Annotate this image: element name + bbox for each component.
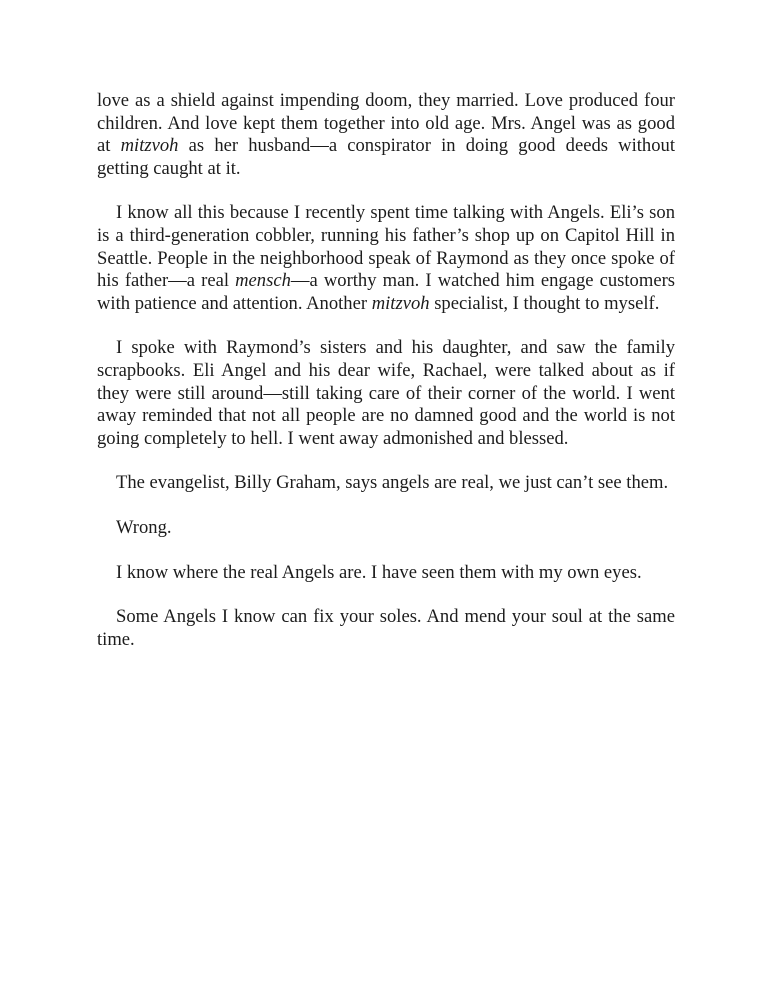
paragraph-4 [97, 472, 675, 495]
paragraph-1 [97, 90, 675, 180]
paragraph-7-text: Some Angels I know can fix your soles. And mend your soul at the same time. [97, 606, 675, 650]
paragraph-3-text: I spoke with Raymond’s sisters and his daughter, and saw the family scrapbooks. Eli Angel and his dear wife, Rachael, were talked about as if they were still around—still taking care of their corner of the world. I went away reminded that not all people are no damned good and the world is not going completely to hell. I went away admonished and blessed. [97, 337, 675, 449]
paragraph-6 [97, 562, 675, 585]
paragraph-2-text: I know all this because I recently spent time talking with Angels. Eli’s son is a third-generation cobbler, running his father’s shop up on Capitol Hill in Seattle. People in the neighborhood speak of Raymond as they once spoke of his father—a real [97, 202, 675, 292]
paragraph-2 [97, 202, 675, 315]
paragraph-1-text-end: as her husband—a conspirator in doing good deeds without getting caught at it. [97, 135, 675, 179]
paragraph-5-text: Wrong. [116, 516, 172, 538]
paragraph-7 [97, 606, 675, 651]
paragraph-3 [97, 337, 675, 450]
paragraph-1-text: love as a shield against impending doom, they married. Love produced four children. And love kept them together into old age. Mrs. Angel was as good at [97, 90, 675, 157]
paragraph-1-italic-term: mitzvoh [120, 135, 179, 157]
paragraph-2-italic-term-1: mensch [235, 270, 291, 292]
paragraph-4-text: The evangelist, Billy Graham, says angels are real, we just can’t see them. [116, 472, 669, 494]
paragraph-6-text: I know where the real Angels are. I have seen them with my own eyes. [116, 561, 642, 583]
paragraph-5 [97, 517, 675, 540]
paragraph-2-italic-term-2: mitzvoh [371, 292, 430, 314]
paragraph-2-text-end: specialist, I thought to myself. [429, 292, 660, 314]
page-body [97, 90, 675, 673]
paragraph-2-text-middle: —a worthy man. I watched him engage customers with patience and attention. Another [97, 270, 675, 314]
